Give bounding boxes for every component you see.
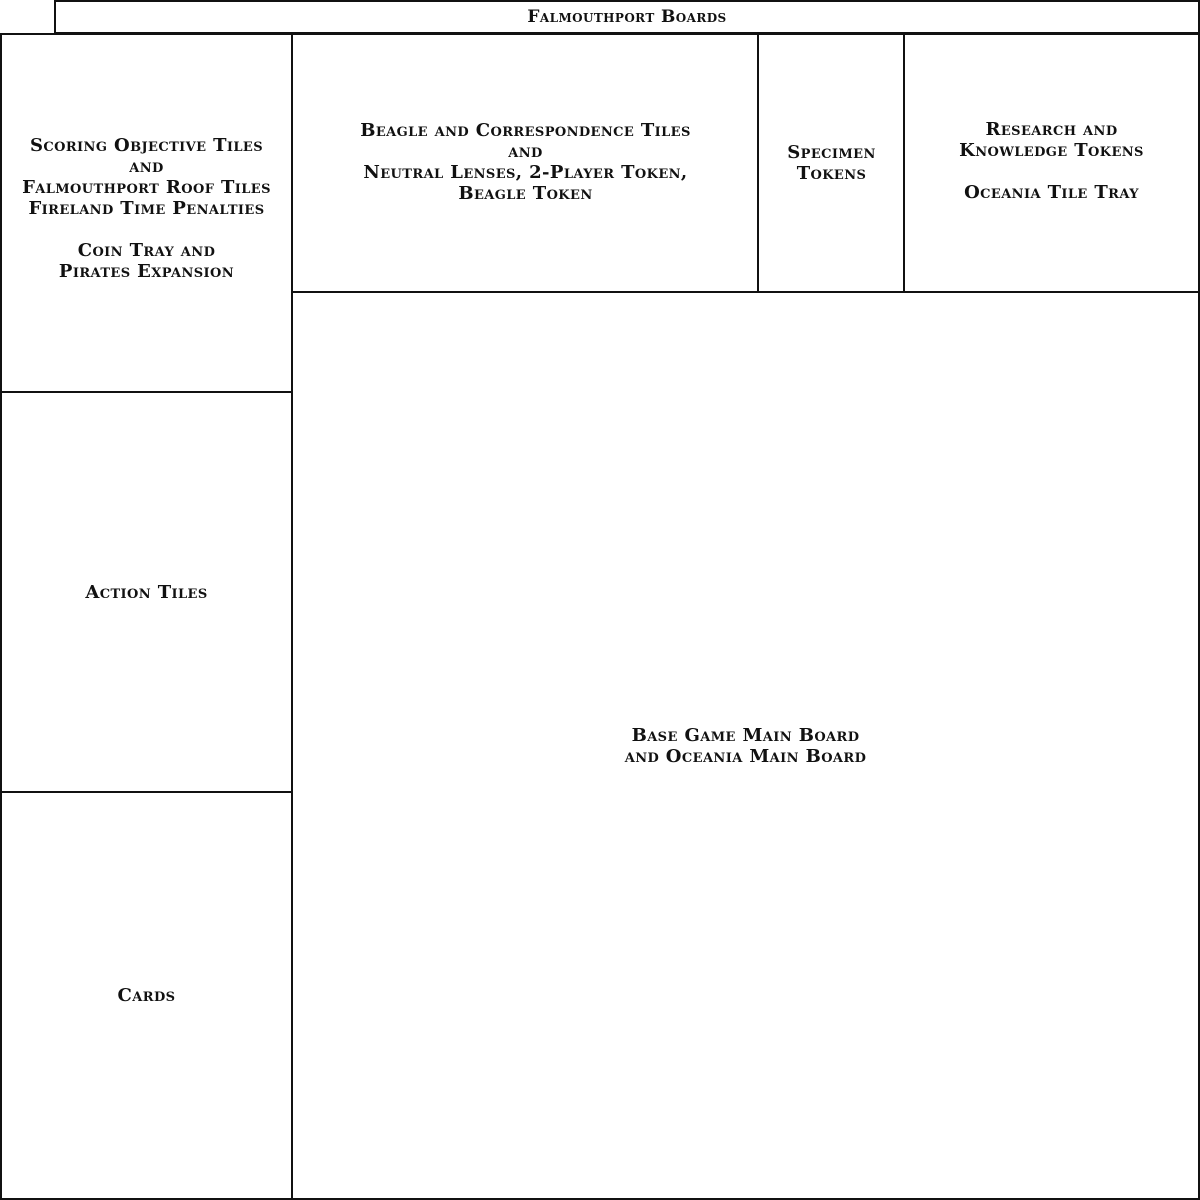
region-label-line: Specimen	[787, 142, 876, 163]
region-label-line: Base Game Main Board	[631, 725, 860, 746]
region-label-line: Tokens	[796, 163, 867, 184]
action-tiles-label	[85, 582, 207, 603]
falmouthport-boards-region	[54, 0, 1200, 34]
label-spacer	[22, 219, 271, 240]
research-knowledge-tokens-label	[959, 119, 1144, 203]
region-label-line: Pirates Expansion	[58, 260, 235, 282]
region-label-line: Fireland Time Penalties	[28, 197, 265, 219]
region-label-line: and	[508, 141, 543, 162]
region-label-line: Falmouthport Boards	[527, 7, 727, 27]
scoring-objective-tiles-label	[22, 135, 271, 282]
region-label-line: Coin Tray and	[77, 239, 216, 261]
region-label-line: Beagle Token	[458, 183, 593, 204]
region-label-line: and	[129, 155, 164, 177]
main-board-region	[291, 291, 1200, 1200]
region-label-line: Beagle and Correspondence Tiles	[360, 120, 691, 141]
main-board-label	[625, 725, 867, 767]
region-label-line: Oceania Tile Tray	[964, 182, 1139, 203]
region-label-line: Action Tiles	[85, 581, 208, 603]
beagle-correspondence-tiles-region	[291, 33, 760, 293]
region-label-line: Neutral Lenses, 2-Player Token,	[363, 162, 688, 183]
region-label-line: Scoring Objective Tiles	[29, 134, 263, 156]
scoring-objective-tiles-region	[0, 33, 293, 393]
region-label-line: Falmouthport Roof Tiles	[22, 176, 271, 198]
action-tiles-region	[0, 391, 293, 793]
label-spacer	[959, 161, 1144, 182]
falmouthport-boards-label	[527, 7, 726, 27]
cards-region	[0, 791, 293, 1200]
beagle-correspondence-tiles-label	[360, 120, 691, 204]
region-label-line: Research and	[985, 119, 1118, 140]
research-knowledge-tokens-region	[903, 33, 1200, 293]
region-label-line: Knowledge Tokens	[959, 140, 1144, 161]
region-label-line: and Oceania Main Board	[624, 746, 867, 767]
specimen-tokens-region	[757, 33, 906, 293]
region-label-line: Cards	[117, 985, 176, 1006]
specimen-tokens-label	[787, 142, 876, 184]
cards-label	[118, 985, 176, 1006]
